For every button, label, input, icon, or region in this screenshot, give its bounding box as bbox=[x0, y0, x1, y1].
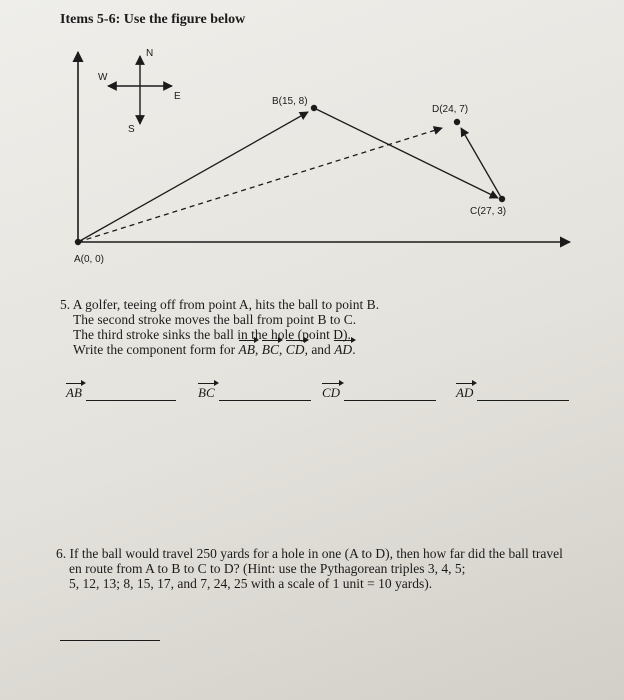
point-a-dot bbox=[75, 239, 81, 245]
answer-blank-ad[interactable]: AD bbox=[456, 385, 569, 401]
vector-label-ab: AB bbox=[238, 342, 256, 357]
question-6 bbox=[56, 546, 604, 591]
page-title: Items 5-6: Use the figure below bbox=[60, 12, 246, 27]
question-5-line-1: 5. A golfer, teeing off from point A, hits the ball to point B. bbox=[60, 297, 380, 312]
compass-east-label: E bbox=[174, 91, 181, 102]
point-d-label: D(24, 7) bbox=[432, 104, 469, 115]
question-5-line-2: The second stroke moves the ball from point B to C. bbox=[73, 312, 357, 327]
point-c-dot bbox=[499, 196, 505, 202]
vector-bc bbox=[314, 108, 498, 198]
answer-blank-ab[interactable]: AB bbox=[66, 385, 176, 401]
vector-label-cd: CD bbox=[285, 342, 305, 357]
question-5-number: 5. bbox=[60, 297, 71, 312]
point-a-label: A(0, 0) bbox=[74, 254, 105, 265]
point-d-dot bbox=[454, 119, 460, 125]
point-b-dot bbox=[311, 105, 317, 111]
point-b-label: B(15, 8) bbox=[272, 96, 308, 107]
question-6-number: 6. bbox=[56, 546, 67, 561]
compass-west-label: W bbox=[98, 72, 108, 83]
question-6-line-3: 5, 12, 13; 8, 15, 17, and 7, 24, 25 with a scale of 1 unit = 10 yards). bbox=[69, 576, 433, 591]
vector-ad bbox=[78, 128, 442, 242]
question-5 bbox=[60, 297, 580, 357]
answer-blank-cd[interactable]: CD bbox=[322, 385, 436, 401]
compass-south-label: S bbox=[128, 124, 135, 135]
vector-cd bbox=[461, 128, 502, 199]
vector-figure bbox=[0, 0, 624, 290]
answer-blank-bc[interactable]: BC bbox=[198, 385, 311, 401]
question-6-line-1: 6. If the ball would travel 250 yards for a hole in one (A to D), then how far did the ball travel bbox=[56, 546, 563, 561]
answer-blanks-row bbox=[0, 385, 624, 405]
vector-ab bbox=[78, 112, 308, 242]
vector-label-ad: AD bbox=[334, 342, 353, 357]
compass-icon bbox=[108, 56, 172, 124]
point-c-label: C(27, 3) bbox=[470, 206, 507, 217]
question-5-line-4: Write the component form for AB, BC, CD, and AD. bbox=[73, 342, 356, 357]
vector-label-bc: BC bbox=[261, 342, 280, 357]
answer-blank-q6[interactable] bbox=[60, 640, 160, 641]
compass-north-label: N bbox=[146, 48, 154, 59]
question-6-line-2: en route from A to B to C to D? (Hint: use the Pythagorean triples 3, 4, 5; bbox=[69, 561, 466, 576]
question-5-line-3: The third stroke sinks the ball in the hole (point D). bbox=[73, 327, 351, 342]
